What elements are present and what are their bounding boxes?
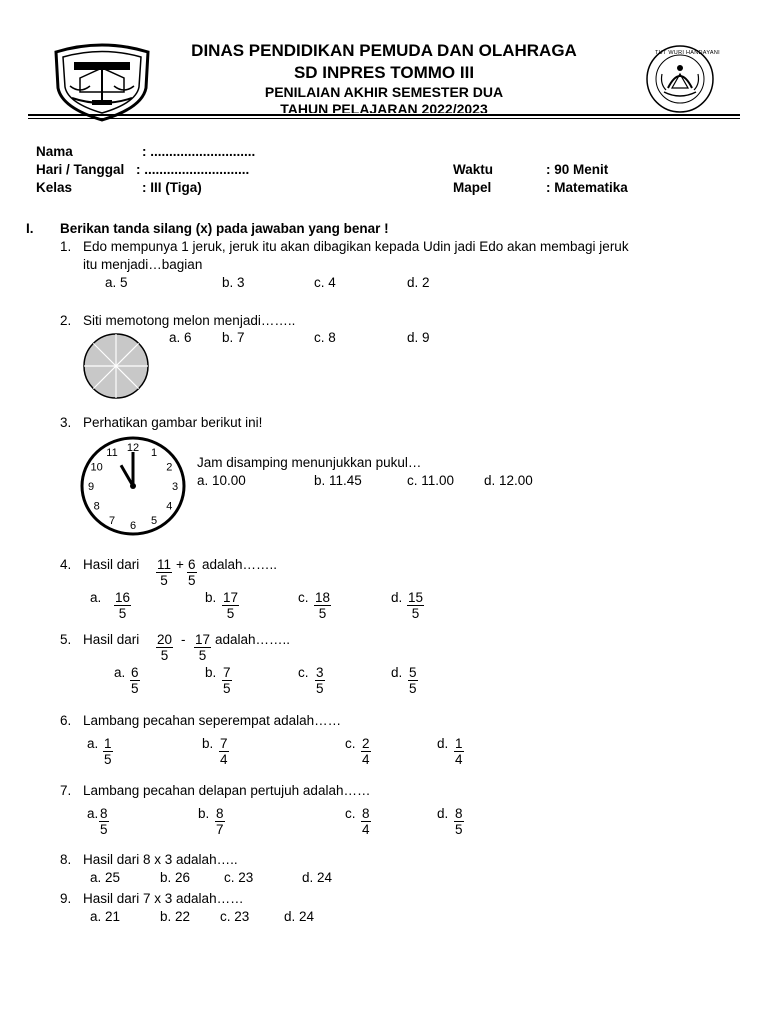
mapel-value: : Matematika: [546, 180, 628, 195]
header-divider: [28, 114, 740, 116]
fraction-denominator: 5: [411, 606, 420, 621]
question-text: Edo mempunya 1 jeruk, jeruk itu akan dibagikan kepada Udin jadi Edo akan membagi jeruk: [83, 239, 629, 254]
question-text: Lambang pecahan seperempat adalah……: [83, 713, 342, 728]
fraction-numerator: 7: [223, 665, 231, 680]
answer-option[interactable]: [408, 665, 418, 697]
question-text: Siti memotong melon menjadi……..: [83, 313, 296, 328]
option-letter[interactable]: c.: [345, 736, 356, 751]
fraction-numerator: 17: [223, 590, 239, 605]
question-text: itu menjadi…bagian: [83, 257, 203, 272]
option-letter[interactable]: d.: [437, 806, 449, 821]
clock-number: 11: [106, 447, 118, 460]
question-text: Lambang pecahan delapan pertujuh adalah……: [83, 783, 371, 798]
option-letter[interactable]: a.: [87, 736, 99, 751]
kelas-value: : III (Tiga): [142, 180, 202, 195]
clock-number: 10: [90, 461, 103, 474]
fraction-numerator: 6: [188, 557, 196, 572]
answer-option[interactable]: [454, 806, 464, 838]
answer-option[interactable]: d. 24: [284, 909, 315, 924]
melon-slices-image: [82, 332, 150, 400]
fraction-numerator: 20: [157, 632, 173, 647]
clock-number: 1: [150, 447, 158, 460]
question-text: Hasil dari 8 x 3 adalah…..: [83, 852, 238, 867]
option-letter[interactable]: c.: [298, 590, 309, 605]
answer-option[interactable]: [361, 736, 371, 768]
answer-option[interactable]: [219, 736, 229, 768]
answer-option[interactable]: b. 7: [222, 330, 245, 345]
fraction-numerator: 17: [195, 632, 211, 647]
answer-option[interactable]: b. 26: [160, 870, 191, 885]
fraction-denominator: 4: [220, 752, 228, 767]
clock-number: 7: [108, 514, 116, 527]
option-letter[interactable]: a.: [114, 665, 126, 680]
fraction-denominator: 5: [316, 681, 324, 696]
fraction-denominator: 5: [118, 606, 127, 621]
answer-option[interactable]: [222, 665, 232, 697]
answer-option[interactable]: [315, 665, 325, 697]
answer-option[interactable]: a. 21: [90, 909, 121, 924]
fraction-denominator: 5: [104, 752, 112, 767]
answer-option[interactable]: b. 3: [222, 275, 245, 290]
answer-option[interactable]: d. 9: [407, 330, 430, 345]
question-text: Hasil dari: [83, 557, 140, 572]
question-number: 4.: [60, 557, 72, 572]
nama-label: Nama: [36, 144, 73, 159]
fraction-denominator: 5: [160, 648, 169, 663]
waktu-label: Waktu: [453, 162, 493, 177]
answer-option[interactable]: c. 4: [314, 275, 336, 290]
header-line-3: PENILAIAN AKHIR SEMESTER DUA: [264, 84, 504, 100]
fraction-numerator: 8: [216, 806, 224, 821]
answer-option[interactable]: [99, 806, 109, 838]
option-letter[interactable]: b.: [198, 806, 210, 821]
fraction-denominator: 5: [131, 681, 139, 696]
clock-image: [80, 436, 186, 536]
fraction-denominator: 5: [226, 606, 235, 621]
nama-field[interactable]: : ............................: [142, 144, 256, 159]
question-text: adalah……..: [202, 557, 278, 572]
clock-number: 2: [166, 461, 173, 474]
fraction-numerator: 5: [409, 665, 417, 680]
header-line-4: TAHUN PELAJARAN 2022/2023: [280, 101, 488, 113]
answer-option[interactable]: b. 11.45: [314, 473, 362, 488]
answer-option[interactable]: b. 22: [160, 909, 191, 924]
header-divider-thin: [28, 118, 740, 119]
option-letter[interactable]: d.: [391, 590, 403, 605]
fraction: [187, 557, 197, 589]
answer-option[interactable]: a. 25: [90, 870, 121, 885]
clock-center: [130, 483, 136, 489]
fraction-denominator: 5: [198, 648, 207, 663]
answer-option[interactable]: [407, 590, 424, 622]
answer-option[interactable]: [361, 806, 371, 838]
clock-number: 9: [87, 481, 95, 493]
fraction-numerator: 2: [362, 736, 370, 751]
option-letter[interactable]: a.: [87, 806, 99, 821]
fraction-numerator: 11: [157, 557, 172, 572]
fraction-numerator: 3: [316, 665, 324, 680]
question-text: Perhatikan gambar berikut ini!: [83, 415, 263, 430]
clock-number: 3: [171, 481, 179, 493]
fraction-numerator: 15: [408, 590, 424, 605]
fraction: [156, 557, 172, 589]
question-number: 7.: [60, 783, 72, 798]
fraction-numerator: 6: [131, 665, 139, 680]
question-number: 8.: [60, 852, 72, 867]
question-text: adalah……..: [215, 632, 291, 647]
fraction-denominator: 5: [455, 822, 463, 837]
hari-tanggal-label: Hari / Tanggal: [36, 162, 125, 177]
option-letter[interactable]: d.: [437, 736, 449, 751]
answer-option[interactable]: a. 10.00: [197, 473, 246, 488]
fraction-numerator: 18: [315, 590, 331, 605]
answer-option[interactable]: c. 23: [224, 870, 254, 885]
question-text: Hasil dari: [83, 632, 140, 647]
fraction-denominator: 7: [216, 822, 224, 837]
hari-tanggal-field[interactable]: : ............................: [136, 162, 250, 177]
fraction-numerator: 1: [455, 736, 463, 751]
question-text: Hasil dari 7 x 3 adalah……: [83, 891, 244, 906]
answer-option[interactable]: c. 23: [220, 909, 250, 924]
tut-wuri-handayani-text: TUT WURI HANDAYANI: [655, 50, 720, 56]
clock-number: 12: [126, 442, 140, 454]
waktu-value: : 90 Menit: [546, 162, 609, 177]
answer-option[interactable]: [103, 736, 113, 768]
fraction: [194, 632, 211, 664]
option-letter[interactable]: b.: [205, 590, 217, 605]
answer-option[interactable]: a. 6: [169, 330, 192, 345]
answer-option[interactable]: [215, 806, 225, 838]
option-letter[interactable]: b.: [202, 736, 214, 751]
clock-number: 4: [166, 500, 173, 513]
fraction-numerator: 1: [104, 736, 112, 751]
answer-option[interactable]: c. 11.00: [407, 473, 455, 488]
tut-wuri-handayani-logo: [640, 44, 720, 114]
answer-option[interactable]: d. 12.00: [484, 473, 533, 488]
fraction-denominator: 5: [409, 681, 417, 696]
answer-option[interactable]: [222, 590, 239, 622]
answer-option[interactable]: d. 24: [302, 870, 333, 885]
question-number: 9.: [60, 891, 72, 906]
answer-option[interactable]: [454, 736, 464, 768]
fraction-denominator: 5: [100, 822, 108, 837]
clock-prompt: Jam disamping menunjukkan pukul…: [197, 455, 422, 470]
fraction: [156, 632, 173, 664]
operator: -: [181, 632, 186, 647]
header-line-1: DINAS PENDIDIKAN PEMUDA DAN OLAHRAGA: [191, 41, 577, 60]
fraction-denominator: 5: [188, 573, 196, 588]
fraction-denominator: 4: [455, 752, 463, 767]
question-number: 6.: [60, 713, 72, 728]
question-number: 2.: [60, 313, 72, 328]
header-line-2: SD INPRES TOMMO III: [293, 63, 475, 82]
fraction-denominator: 4: [362, 752, 370, 767]
fraction-numerator: 8: [455, 806, 463, 821]
option-letter[interactable]: c.: [345, 806, 356, 821]
mapel-label: Mapel: [453, 180, 492, 195]
fraction-denominator: 4: [362, 822, 370, 837]
answer-option[interactable]: [314, 590, 331, 622]
answer-option[interactable]: a. 5: [105, 275, 128, 290]
answer-option[interactable]: d. 2: [407, 275, 430, 290]
fraction-denominator: 5: [160, 573, 168, 588]
fraction-numerator: 8: [362, 806, 370, 821]
answer-option[interactable]: c. 8: [314, 330, 336, 345]
section-numeral: I.: [26, 221, 34, 236]
fraction-numerator: 7: [220, 736, 228, 751]
kelas-label: Kelas: [36, 180, 73, 195]
fraction-denominator: 5: [223, 681, 231, 696]
clock-number: 6: [129, 520, 137, 532]
answer-option[interactable]: [114, 590, 131, 622]
clock-number: 5: [150, 514, 158, 527]
option-letter[interactable]: a.: [90, 590, 102, 605]
fraction-numerator: 8: [100, 806, 108, 821]
section-instruction: Berikan tanda silang (x) pada jawaban yang benar !: [60, 221, 389, 236]
option-letter[interactable]: c.: [298, 665, 309, 680]
fraction-numerator: 16: [115, 590, 131, 605]
option-letter[interactable]: d.: [391, 665, 403, 680]
question-number: 1.: [60, 239, 72, 254]
clock-number: 8: [93, 500, 100, 513]
question-number: 3.: [60, 415, 72, 430]
operator: +: [176, 557, 184, 572]
fraction-denominator: 5: [318, 606, 327, 621]
option-letter[interactable]: b.: [205, 665, 217, 680]
answer-option[interactable]: [130, 665, 140, 697]
question-number: 5.: [60, 632, 72, 647]
